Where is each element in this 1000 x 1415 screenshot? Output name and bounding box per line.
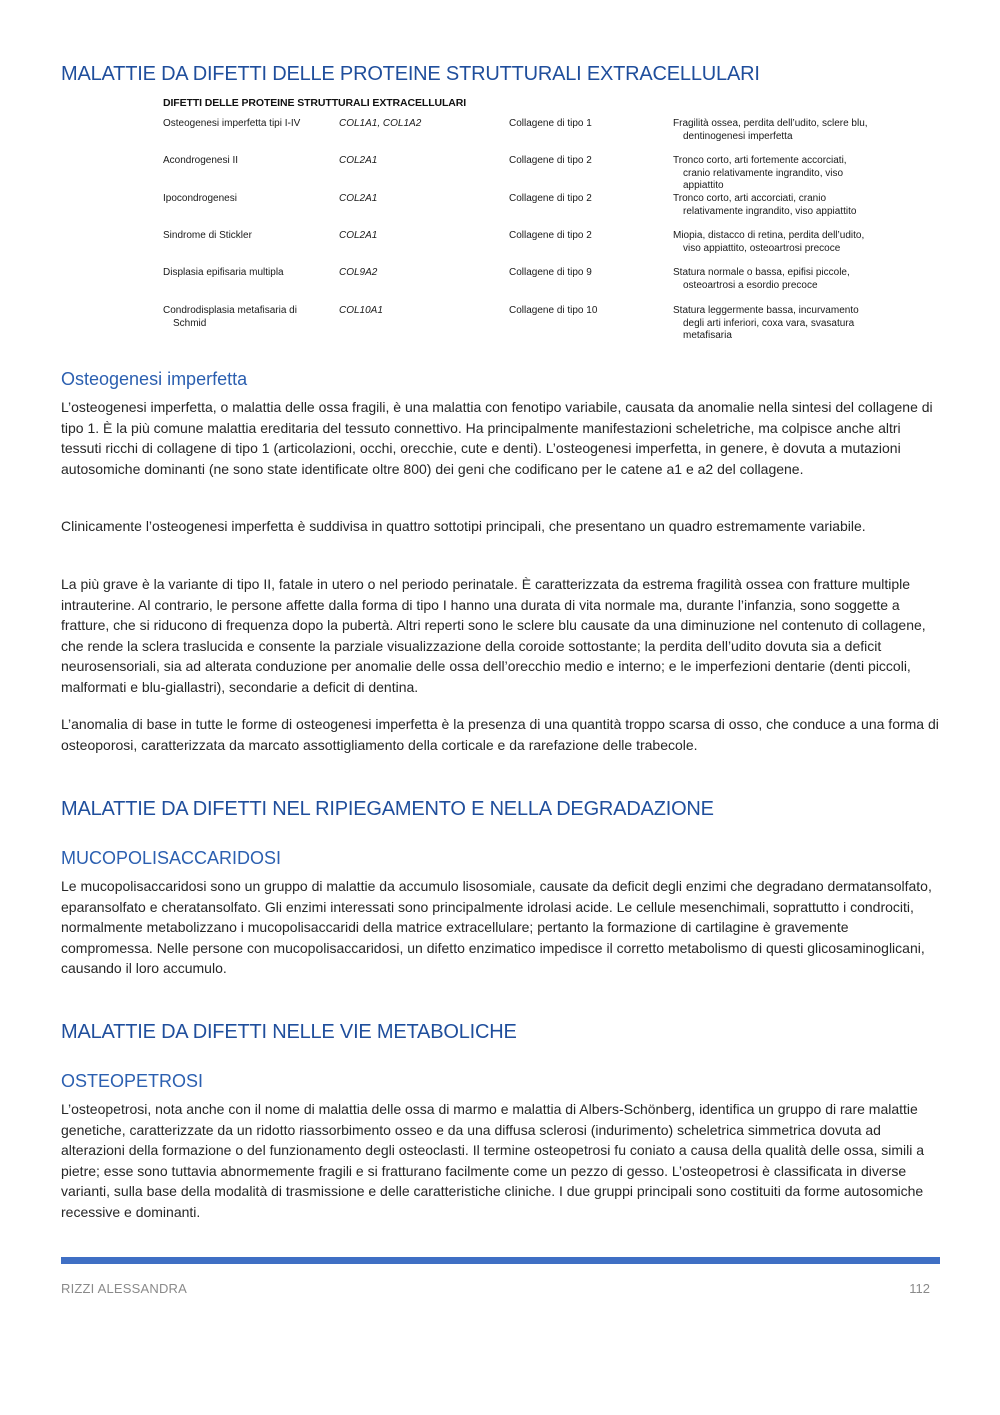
cell-features: Tronco corto, arti accorciati, cranio relativamente ingrandito, viso appiattito <box>673 193 857 217</box>
table-row <box>163 267 883 305</box>
cell-gene: COL2A1 <box>339 193 378 204</box>
cell-features: Statura leggermente bassa, incurvamento degli arti inferiori, coxa vara, svasatura metafisaria <box>673 305 859 341</box>
cell-gene: COL1A1, COL1A2 <box>339 118 422 129</box>
cell-disease: Displasia epifisaria multipla <box>163 267 284 278</box>
paragraph: L’osteogenesi imperfetta, o malattia delle ossa fragili, è una malattia con fenotipo variabile, causata da anomalie nella sintesi del collagene di tipo 1. È la più comune malattia ereditaria del tessuto connettivo. Ha principalmente manifestazioni scheletriche, ma colpisce anche altri tessuti ricchi di collagene di tipo 1 (articolazioni, occhi, orecchie, cute e denti). L’osteogenesi imperfetta, in genere, è dovuta a mutazioni autosomiche dominanti (ne sono state identificate oltre 800) dei geni che codificano per le catene a1 e a2 del collagene. <box>61 399 933 477</box>
cell-protein: Collagene di tipo 9 <box>509 267 592 278</box>
section-heading-structural-proteins: MALATTIE DA DIFETTI DELLE PROTEINE STRUTTURALI EXTRACELLULARI <box>61 63 760 85</box>
cell-features: Miopia, distacco di retina, perdita dell’udito, viso appiattito, osteoartrosi precoce <box>673 230 865 254</box>
paragraph: L’anomalia di base in tutte le forme di osteogenesi imperfetta è la presenza di una quantità troppo scarsa di osso, che conduce a una forma di osteoporosi, caratterizzata da marcato assottigliamento della corticale e da rarefazione delle trabecole. <box>61 716 939 753</box>
table-title: DIFETTI DELLE PROTEINE STRUTTURALI EXTRACELLULARI <box>163 97 467 109</box>
cell-protein: Collagene di tipo 2 <box>509 230 592 241</box>
footer-bar <box>61 1257 940 1264</box>
cell-gene: COL9A2 <box>339 267 378 278</box>
cell-protein: Collagene di tipo 2 <box>509 193 592 204</box>
table-row <box>163 305 883 343</box>
sub-heading-mucopolisaccaridosi: MUCOPOLISACCARIDOSI <box>61 848 282 868</box>
table-row <box>163 230 883 268</box>
footer-author: RIZZI ALESSANDRA <box>61 1281 188 1296</box>
cell-disease: Ipocondrogenesi <box>163 193 237 204</box>
cell-gene: COL2A1 <box>339 155 378 166</box>
sub-heading-osteogenesi-imperfetta: Osteogenesi imperfetta <box>61 369 248 389</box>
cell-disease: Sindrome di Stickler <box>163 230 252 241</box>
paragraph: L’osteopetrosi, nota anche con il nome di malattia delle ossa di marmo e malattia di Albers-Schönberg, identifica un gruppo di rare malattie genetiche, caratterizzate da un ridotto riassorbimento osseo e da una diffusa sclerosi (indurimento) scheletrica simmetrica dovuta ad alterazioni della formazione o del funzionamento degli osteoclasti. Il termine osteopetrosi fu coniato a causa della qualità delle ossa, simili a pietre; esse sono tuttavia abnormemente fragili e si fratturano facilmente come un pezzo di gesso. L’osteopetrosi è classificata in diverse varianti, sulla base della modalità di trasmissione e delle caratteristiche cliniche. I due gruppi principali sono costituiti da forme autosomiche recessive e dominanti. <box>61 1101 925 1220</box>
section-heading-metabolic-pathways: MALATTIE DA DIFETTI NELLE VIE METABOLICHE <box>61 1021 517 1043</box>
cell-disease: Acondrogenesi II <box>163 155 239 166</box>
cell-protein: Collagene di tipo 10 <box>509 305 598 316</box>
table-row <box>163 155 883 193</box>
cell-gene: COL10A1 <box>339 305 383 316</box>
cell-gene: COL2A1 <box>339 230 378 241</box>
paragraph: Le mucopolisaccaridosi sono un gruppo di malattie da accumulo lisosomiale, causate da deficit degli enzimi che degradano dermatansolfato, eparansolfato e cheratansolfato. Gli enzimi interessati sono principalmente idrolasi acide. Le cellule mesenchimali, soprattutto i condrociti, normalmente metabolizzano i mucopolisaccaridi della matrice extracellulare; pertanto la formazione di cartilagine è gravemente compromessa. Nelle persone con mucopolisaccaridosi, un difetto enzimatico impedisce il corretto metabolismo di questi glicosaminoglicani, causando il loro accumulo. <box>61 878 932 977</box>
cell-protein: Collagene di tipo 1 <box>509 118 592 129</box>
cell-disease: Condrodisplasia metafisaria di Schmid <box>163 305 297 329</box>
footer-page-number: 112 <box>909 1281 930 1296</box>
table-row <box>163 193 883 231</box>
sub-heading-osteopetrosi: OSTEOPETROSI <box>61 1071 204 1091</box>
cell-features: Statura normale o bassa, epifisi piccole, osteoartrosi a esordio precoce <box>673 267 850 291</box>
cell-features: Fragilità ossea, perdita dell’udito, sclere blu, dentinogenesi imperfetta <box>673 118 868 142</box>
section-heading-folding-degradation: MALATTIE DA DIFETTI NEL RIPIEGAMENTO E NELLA DEGRADAZIONE <box>61 798 714 820</box>
cell-disease: Osteogenesi imperfetta tipi I-IV <box>163 118 301 129</box>
table-row <box>163 118 883 156</box>
paragraph: Clinicamente l’osteogenesi imperfetta è suddivisa in quattro sottotipi principali, che presentano un quadro estremamente variabile. <box>61 518 866 534</box>
paragraph: La più grave è la variante di tipo II, fatale in utero o nel periodo perinatale. È caratterizzata da estrema fragilità ossea con fratture multiple intrauterine. Al contrario, le persone affette dalla forma di tipo I hanno una durata di vita normale ma, durante l’infanzia, sono soggette a fratture, che si riducono di frequenza dopo la pubertà. Altri reperti sono le sclere blu causate da una diminuzione nel contenuto di collagene, che rende la sclera traslucida e consente la parziale visualizzazione della coroide sottostante; la perdita dell’udito dovuta sia a deficit neurosensoriali, sia ad alterata conduzione per anomalie delle ossa dell’orecchio medio e interno; e le imperfezioni dentarie (denti piccoli, malformati e blu-giallastri), secondarie a deficit di dentina. <box>61 576 926 695</box>
cell-protein: Collagene di tipo 2 <box>509 155 592 166</box>
cell-features: Tronco corto, arti fortemente accorciati, cranio relativamente ingrandito, viso appiattito <box>673 155 847 191</box>
